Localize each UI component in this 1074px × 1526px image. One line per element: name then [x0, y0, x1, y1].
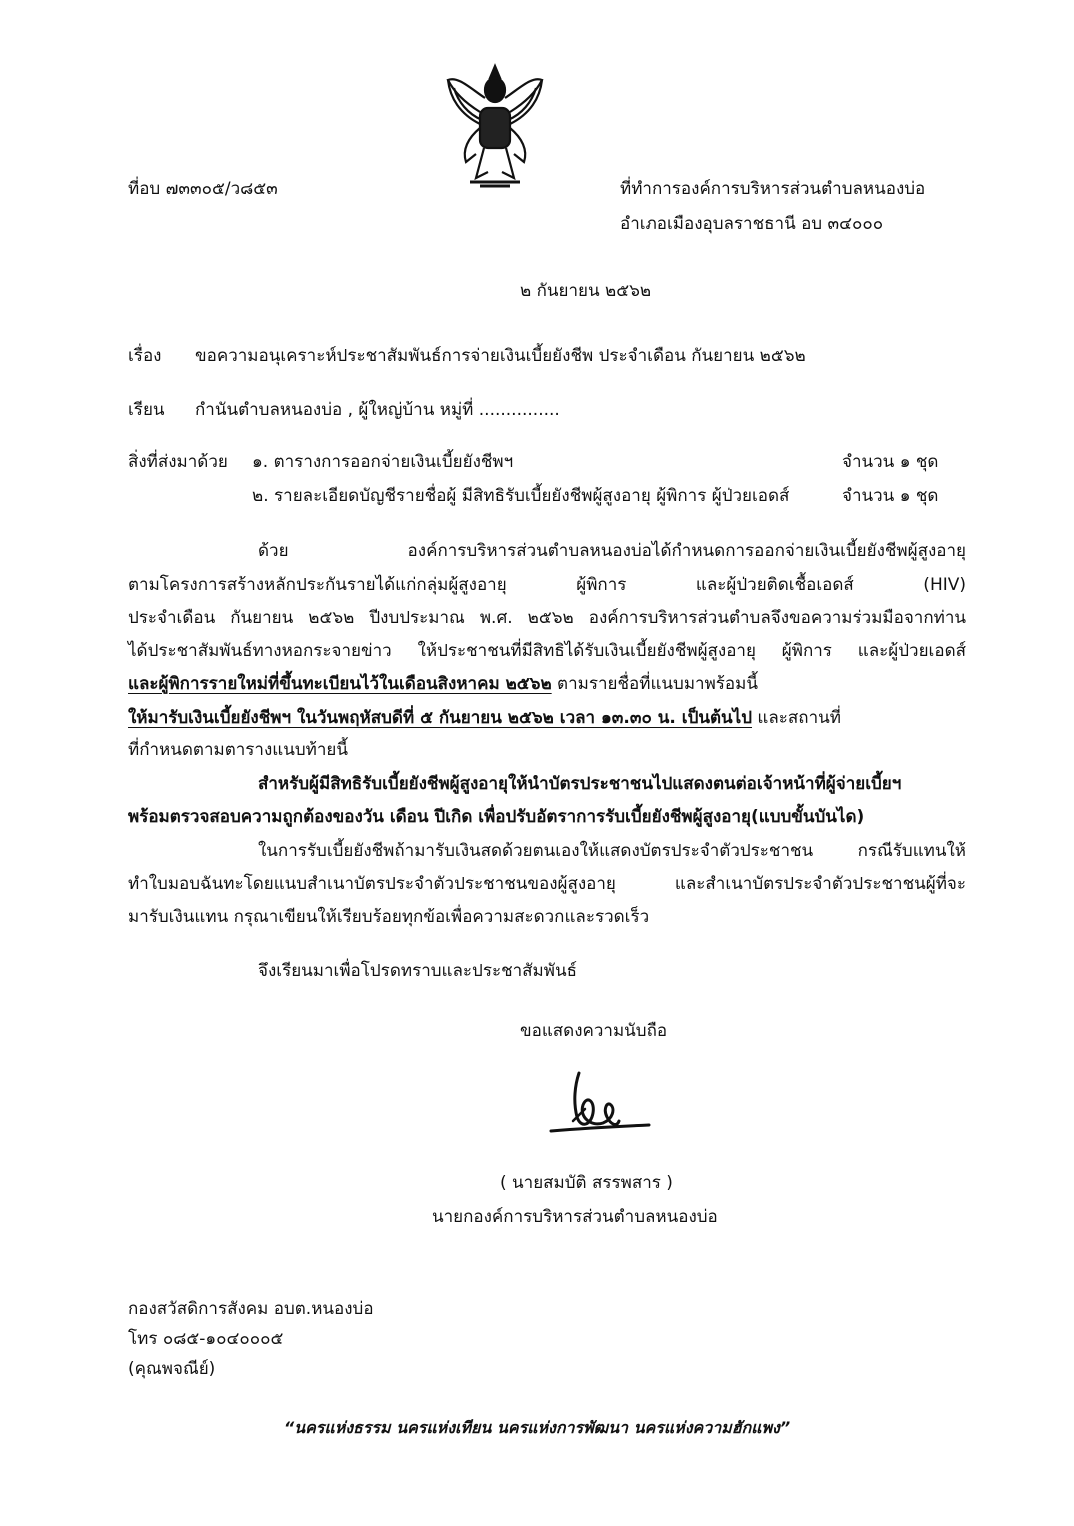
subject-label: เรื่อง	[128, 346, 162, 366]
body-paragraph-1-line-7: ที่กำหนดตามตารางแนบท้ายนี้	[128, 740, 348, 760]
new-disabled-registration-note: และผู้พิการรายใหม่ที่ขึ้นทะเบียนไว้ในเดือนสิงหาคม ๒๕๖๒	[128, 674, 552, 694]
body-paragraph-3-line-2: ทำใบมอบฉันทะโดยแนบสำเนาบัตรประจำตัวประชาชนของผู้สูงอายุ และสำเนาบัตรประจำตัวประชาชนผู้ที่จะ	[128, 874, 966, 894]
body-paragraph-1-line-6	[128, 707, 966, 729]
enclosures-label: สิ่งที่ส่งมาด้วย	[128, 452, 228, 472]
office-address-line2: อำเภอเมืองอุบลราชธานี อบ ๓๔๐๐๐	[620, 214, 884, 234]
enclosure-item-2-qty: จำนวน ๑ ชุด	[842, 486, 939, 506]
handwritten-signature-icon	[545, 1065, 655, 1145]
body-paragraph-1-line-1: ด้วย องค์การบริหารส่วนตำบลหนองบ่อได้กำหนดการออกจ่ายเงินเบี้ยยังชีพผู้สูงอายุ	[258, 541, 966, 561]
regards-text: ขอแสดงความนับถือ	[520, 1021, 668, 1041]
enclosure-item-1: ๑. ตารางการออกจ่ายเงินเบี้ยยังชีพฯ	[252, 452, 514, 472]
garuda-emblem-icon	[440, 58, 550, 198]
contact-person: (คุณพจณีย์)	[128, 1359, 216, 1379]
closing-line: จึงเรียนมาเพื่อโปรดทราบและประชาสัมพันธ์	[258, 961, 577, 981]
body-paragraph-3-line-1: ในการรับเบี้ยยังชีพถ้ามารับเงินสดด้วยตนเองให้แสดงบัตรประจำตัวประชาชน กรณีรับแทนให้	[258, 841, 966, 861]
letter-date: ๒ กันยายน ๒๕๖๒	[520, 281, 652, 301]
body-paragraph-1-line-5	[128, 673, 966, 695]
signatory-position: นายกองค์การบริหารส่วนตำบลหนองบ่อ	[432, 1207, 718, 1227]
enclosure-item-1-qty: จำนวน ๑ ชุด	[842, 452, 939, 472]
body-paragraph-1-line-2: ตามโครงการสร้างหลักประกันรายได้แก่กลุ่มผู้สูงอายุ ผู้พิการ และผู้ป่วยติดเชื้อเอดส์ (HIV)	[128, 575, 966, 595]
signatory-name: ( นายสมบัติ สรรพสาร )	[500, 1173, 673, 1193]
reference-number: ที่อบ ๗๓๓๐๕/ว๘๕๓	[128, 179, 278, 199]
footer-motto: “นครแห่งธรรม นครแห่งเทียน นครแห่งการพัฒนา นครแห่งความฮักแพง”	[283, 1418, 791, 1437]
office-address-line1: ที่ทำการองค์การบริหารส่วนตำบลหนองบ่อ	[620, 179, 926, 199]
payment-date-time: ให้มารับเงินเบี้ยยังชีพฯ ในวันพฤหัสบดีที่ ๕ กันยายน ๒๕๖๒ เวลา ๑๓.๓๐ น. เป็นต้นไป	[128, 708, 753, 728]
location-note: และสถานที่	[752, 708, 841, 728]
body-paragraph-3-line-3: มารับเงินแทน กรุณาเขียนให้เรียบร้อยทุกข้อเพื่อความสะดวกและรวดเร็ว	[128, 907, 650, 927]
body-paragraph-1-line-4: ได้ประชาสัมพันธ์ทางหอกระจายข่าว ให้ประชาชนที่มีสิทธิได้รับเงินเบี้ยยังชีพผู้สูงอายุ ผู้พิการ และผู้ป่วยเอดส์	[128, 641, 966, 661]
body-paragraph-1-line-3: ประจำเดือน กันยายน ๒๕๖๒ ปีงบประมาณ พ.ศ. ๒๕๖๒ องค์การบริหารส่วนตำบลจึงขอความร่วมมือจากท่าน	[128, 608, 966, 628]
contact-department: กองสวัสดิการสังคม อบต.หนองบ่อ	[128, 1299, 374, 1319]
recipient-text: กำนันตำบลหนองบ่อ , ผู้ใหญ่บ้าน หมู่ที่ ...............	[195, 400, 560, 420]
body-paragraph-2-line-2: พร้อมตรวจสอบความถูกต้องของวัน เดือน ปีเกิด เพื่อปรับอัตราการรับเบี้ยยังชีพผู้สูงอายุ(แบบขั้นบันได)	[128, 807, 865, 827]
enclosure-item-2: ๒. รายละเอียดบัญชีรายชื่อผู้ มีสิทธิรับเบี้ยยังชีพผู้สูงอายุ ผู้พิการ ผู้ป่วยเอดส์	[252, 486, 790, 506]
contact-phone: โทร ๐๘๕-๑๐๔๐๐๐๕	[128, 1329, 284, 1349]
recipient-label: เรียน	[128, 400, 165, 420]
attachment-note: ตามรายชื่อที่แนบมาพร้อมนี้	[551, 674, 758, 694]
body-paragraph-2-line-1: สำหรับผู้มีสิทธิรับเบี้ยยังชีพผู้สูงอายุให้นำบัตรประชาชนไปแสดงตนต่อเจ้าหน้าที่ผู้จ่ายเบี้ยฯ	[258, 774, 902, 794]
subject-text: ขอความอนุเคราะห์ประชาสัมพันธ์การจ่ายเงินเบี้ยยังชีพ ประจำเดือน กันยายน ๒๕๖๒	[195, 346, 806, 366]
